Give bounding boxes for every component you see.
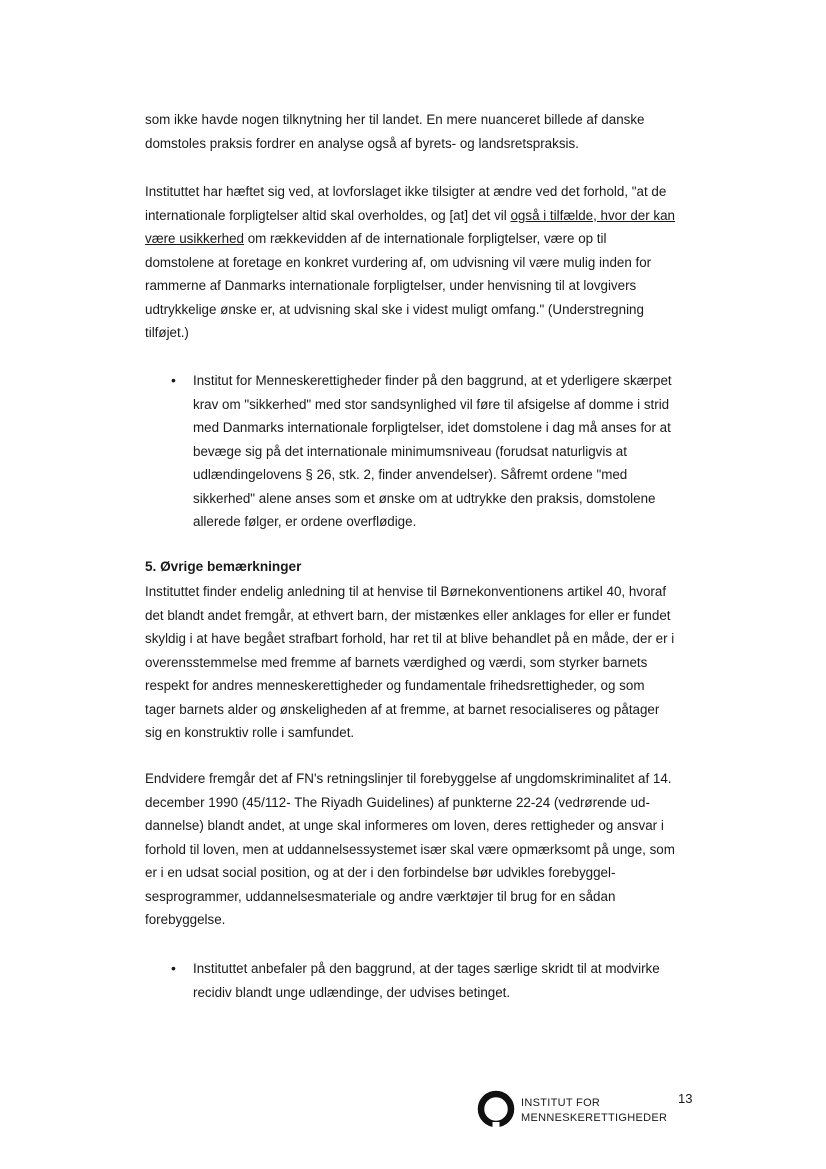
paragraph-bill-quote bbox=[145, 180, 705, 345]
text-segment: om rækkevidden af de internationale forpligtelser, være op til bbox=[244, 231, 607, 246]
text-line: det blandt andet fremgår, at ethvert barn, der mistænkes eller anklages for eller er fundet bbox=[145, 607, 671, 623]
text-segment: internationale forpligtelser altid skal overholdes, og [at] det vil bbox=[145, 207, 511, 223]
text-line: dannelse) blandt andet, at unge skal informeres om loven, deres rettigheder og ansvar i bbox=[145, 818, 664, 833]
text-line: rammerne af Danmarks internationale forpligtelser, under henvisning til at lovgivers bbox=[145, 278, 637, 293]
text-line: Endvidere fremgår det af FN's retningslinjer til forebyggelse af ungdomskriminalitet af 14. bbox=[145, 771, 672, 786]
text-line: tager barnets alder og ønskeligheden af at fremme, at barnet resocialiseres og påtager bbox=[145, 701, 660, 717]
section-heading: 5. Øvrige bemærkninger bbox=[145, 559, 302, 574]
text-line: forhold til loven, men at uddannelsessystemet især skal være opmærksomt på unge, som bbox=[145, 841, 675, 857]
organization-name bbox=[521, 1096, 667, 1126]
text-line bbox=[145, 227, 705, 251]
text-line: respekt for andres menneskerettigheder og fundamentale frihedsrettigheder, og som bbox=[145, 678, 645, 693]
underlined-text: være usikkerhed bbox=[145, 231, 244, 246]
underlined-text: også i tilfælde, hvor der kan bbox=[510, 207, 675, 223]
text-line: udlændingelovens § 26, stk. 2, finder anvendelser). Såfremt ordene "med bbox=[193, 467, 628, 482]
text-line: med Danmarks internationale forpligtelser, idet domstolene i dag må anses for at bbox=[193, 420, 671, 435]
text-line: som ikke havde nogen tilknytning her til landet. En mere nuanceret billede af danske bbox=[145, 112, 645, 127]
paragraph-childrens-convention bbox=[145, 580, 705, 745]
paragraph-riyadh-guidelines bbox=[145, 767, 705, 932]
text-line bbox=[145, 204, 705, 228]
text-line: bevæge sig på det internationale minimumsniveau (forudsat naturligvis at bbox=[193, 443, 627, 459]
text-line: Instituttet anbefaler på den baggrund, at der tages særlige skridt til at modvirke bbox=[193, 961, 660, 976]
text-line: overensstemmelse med fremme af barnets værdighed og værdi, som styrker barnets bbox=[145, 654, 648, 670]
text-line: sesprogrammer, uddannelsesmateriale og andre værktøjer til brug for en sådan bbox=[145, 888, 616, 904]
bullet-text bbox=[193, 957, 713, 1004]
bullet-text bbox=[193, 369, 713, 534]
text-line: skyldig i at have begået strafbart forhold, har ret til at blive behandlet på en måde, der er i bbox=[145, 631, 675, 646]
text-line: sig en konstruktiv rolle i samfundet. bbox=[145, 725, 355, 740]
text-line: domstolene at foretage en konkret vurdering af, om udvisning vil være mulig inden for bbox=[145, 254, 652, 270]
text-line: Institut for Menneskerettigheder finder på den baggrund, at et yderligere skærpet bbox=[193, 373, 672, 388]
text-line: sikkerhed" alene anses som et ønske om at udtrykke den praksis, domstolene bbox=[193, 490, 656, 506]
text-line: domstoles praksis fordrer en analyse også af byrets- og landsretspraksis. bbox=[145, 135, 579, 151]
text-line: allerede følger, er ordene overflødige. bbox=[193, 514, 417, 529]
paragraph-danish-court-practice bbox=[145, 108, 705, 155]
text-line: Instituttet har hæftet sig ved, at lovforslaget ikke tilsigter at ændre ved det forhold, "at de bbox=[145, 184, 667, 199]
org-name-line: INSTITUT FOR bbox=[521, 1097, 601, 1109]
text-line: tilføjet.) bbox=[145, 325, 189, 340]
bullet-icon: • bbox=[171, 960, 176, 976]
text-line: forebyggelse. bbox=[145, 912, 226, 927]
text-line: udtrykkelige ønske er, at udvisning skal ske i videst muligt omfang." (Understregning bbox=[145, 301, 644, 317]
org-name-line: MENNESKERETTIGHEDER bbox=[521, 1112, 668, 1124]
text-line: december 1990 (45/112- The Riyadh Guidelines) af punkterne 22-24 (vedrørende ud- bbox=[145, 794, 650, 810]
text-line: krav om "sikkerhed" med stor sandsynlighed vil føre til afsigelse af domme i strid bbox=[193, 396, 670, 412]
bullet-icon: • bbox=[171, 372, 176, 388]
text-line: recidiv blandt unge udlændinge, der udvises betinget. bbox=[193, 984, 511, 1000]
text-line: Instituttet finder endelig anledning til at henvise til Børnekonventionens artikel 40, hvoraf bbox=[145, 584, 667, 599]
page-number: 13 bbox=[678, 1091, 693, 1106]
text-line: er i en udsat social position, og at der i den forbindelse bør udvikles forebyggel- bbox=[145, 865, 616, 880]
circle-logo-icon bbox=[477, 1090, 515, 1128]
